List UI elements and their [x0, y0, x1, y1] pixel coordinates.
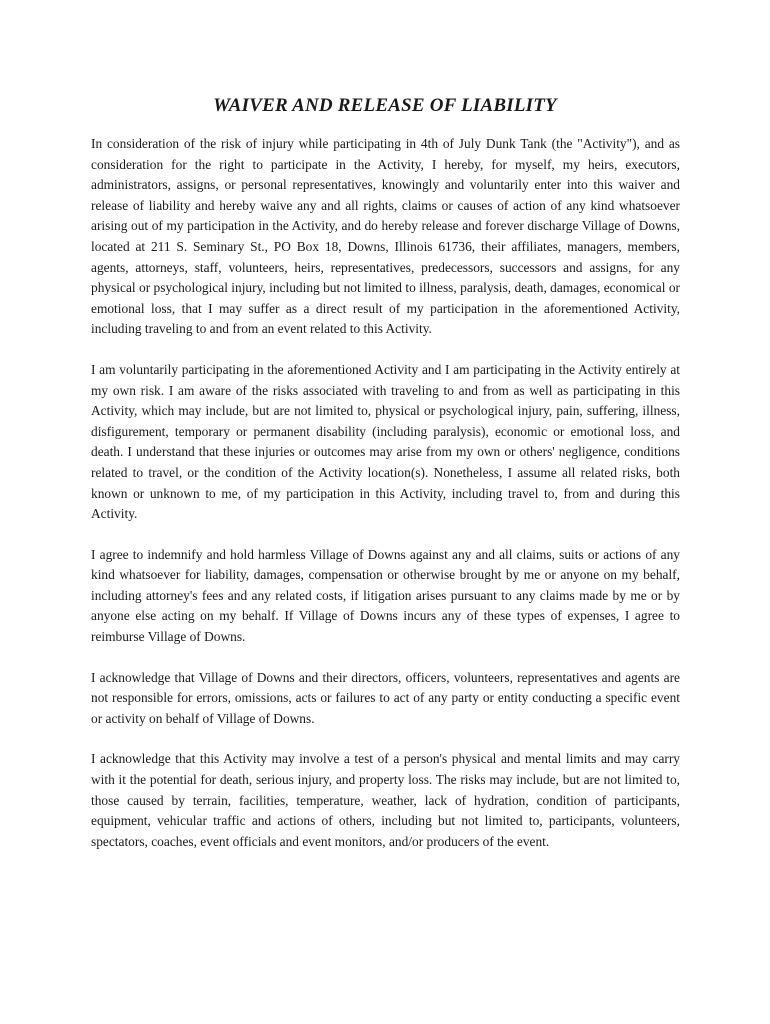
paragraph-indemnification: I agree to indemnify and hold harmless Village of Downs against any and all claims, suits or actions of any kind whatsoever for liability, damages, compensation or otherwise brought by me or anyone on my behalf, including attorney's fees and any related costs, if litigation arises pursuant to any claims made by me or by anyone else acting on my behalf. If Village of Downs incurs any of these types of expenses, I agree to reimburse Village of Downs.	[91, 546, 680, 645]
paragraph-consideration: In consideration of the risk of injury while participating in 4th of July Dunk Tank (the "Activity"), and as consideration for the right to participate in the Activity, I hereby, for myself, my heirs, executors, administrators, assigns, or personal representatives, knowingly and voluntarily enter into this waiver and release of liability and hereby waive any and all rights, claims or causes of action of any kind whatsoever arising out of my participation in the Activity, and do hereby release and forever discharge Village of Downs, located at 211 S. Seminary St., PO Box 18, Downs, Illinois 61736, their affiliates, managers, members, agents, attorneys, staff, volunteers, heirs, representatives, predecessors, successors and assigns, for any physical or psychological injury, including but not limited to illness, paralysis, death, damages, economical or emotional loss, that I may suffer as a direct result of my participation in the aforementioned Activity, including traveling to and from an event related to this Activity.	[91, 136, 680, 337]
paragraph-assumption-of-risk: I am voluntarily participating in the aforementioned Activity and I am participating in the Activity entirely at my own risk. I am aware of the risks associated with traveling to and from as well as participating in this Activity, which may include, but are not limited to, physical or psychological injury, pain, suffering, illness, disfigurement, temporary or permanent disability (including paralysis), economic or emotional loss, and death. I understand that these injuries or outcomes may arise from my own or others' negligence, conditions related to travel, or the condition of the Activity location(s). Nonetheless, I assume all related risks, both known or unknown to me, of my participation in this Activity, including travel to, from and during this Activity.	[91, 361, 680, 522]
paragraph-acknowledgement-risks: I acknowledge that this Activity may involve a test of a person's physical and mental limits and may carry with it the potential for death, serious injury, and property loss. The risks may include, but are not limited to, those caused by terrain, facilities, temperature, weather, lack of hydration, condition of participants, equipment, vehicular traffic and actions of others, including but not limited to, participants, volunteers, spectators, coaches, event officials and event monitors, and/or producers of the event.	[91, 751, 680, 849]
document-title: WAIVER AND RELEASE OF LIABILITY	[213, 95, 557, 116]
document-body	[91, 134, 680, 872]
paragraph-acknowledgement-responsibility: I acknowledge that Village of Downs and their directors, officers, volunteers, representatives and agents are not responsible for errors, omissions, acts or failures to act of any party or entity conducting a specific event or activity on behalf of Village of Downs.	[91, 669, 680, 726]
